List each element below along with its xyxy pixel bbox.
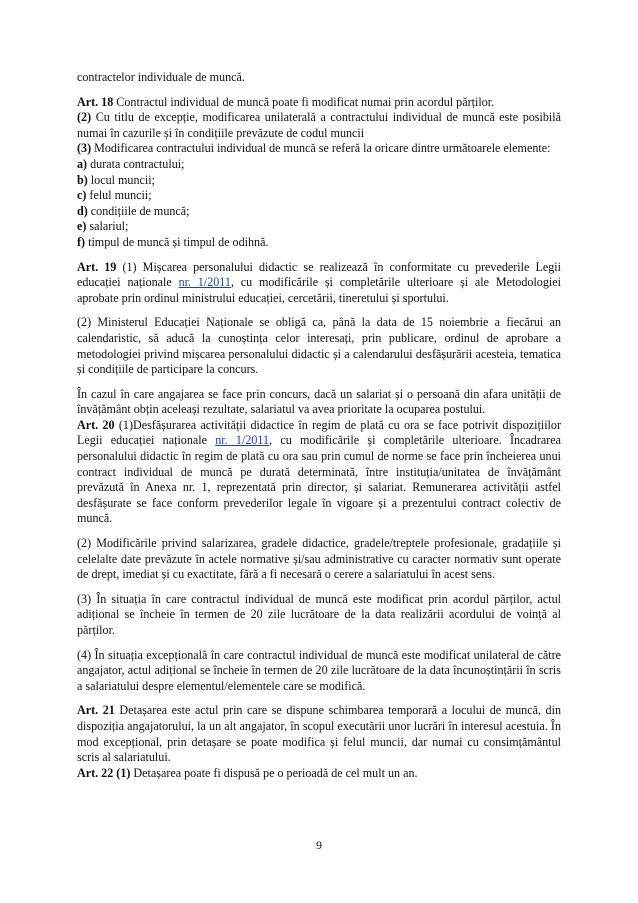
list-item-text: locul muncii;: [87, 172, 155, 187]
article-text: , cu modificările și completările ulterioare. Încadrarea personalului didactic în regim de plată cu ora sau prin cumul de norme se face prin încheierea unui contract individual de muncă pe durată determinată, între instituția/unitatea de învățământ prevăzută în Anexa nr. 1, reprezentată prin director, și salariat. Remunerarea activității astfel desfășurate se face conform prevederilor legale în vigoare și a prezentului contract colectiv de muncă.: [77, 433, 561, 526]
article-label: Art. 21: [77, 703, 115, 718]
list-item-text: salariul;: [86, 219, 129, 234]
article-18-paragraph-2: [77, 110, 561, 141]
article-label: Art. 20: [77, 417, 115, 432]
list-item: [77, 173, 561, 189]
article-18-paragraph-3: [77, 141, 561, 157]
article-19: [77, 260, 561, 307]
article-20: [77, 418, 561, 527]
article-text: Detașarea poate fi dispusă pe o perioadă de cel mult un an.: [130, 765, 418, 780]
article-label: Art. 19: [77, 259, 117, 274]
paragraph-text: Modificarea contractului individual de muncă se referă la oricare dintre următoarele elemente:: [91, 141, 551, 156]
paragraph-continuation: contractelor individuale de muncă.: [77, 70, 245, 84]
list-item-label: b): [77, 172, 88, 187]
article-label: Art. 18: [77, 94, 114, 109]
article-text: (1)Desfășurarea activității didactice în regim de plată cu ora se face potrivit dispozițiilor Legii educației naționale: [77, 417, 561, 448]
paragraph-label: (2): [77, 110, 92, 125]
list-item-text: timpul de muncă și timpul de odihnă.: [85, 234, 269, 249]
article-20-paragraph-2: (2) Modificările privind salarizarea, gradele didactice, gradele/treptele profesionale, gradațiile și celelalte date prevăzute în actele normative și/sau administrative cu caracter normativ sunt operate de drept, imediat și cu exactitate, fără a fi necesară o cerere a salariatului în acest sens.: [77, 536, 561, 582]
article-text: , cu modificările și completările ulterioare și ale Metodologiei aprobate prin ordinul ministrului educației, cercetării, tineretului și sportului.: [77, 275, 561, 305]
page-number: 9: [316, 838, 322, 852]
list-item-label: c): [77, 188, 87, 203]
article-19-paragraph-2: (2) Ministerul Educației Naționale se obligă ca, până la data de 15 noiembrie a fiecărui an calendaristic, să aducă la cunoștința celor interesați, prin publicare, ordinul de aprobare a metodologiei privind mișcarea personalului didactic și a calendarului desfășurării acesteia, tematica și condițiile de participare la concurs.: [77, 315, 561, 377]
list-item: [77, 188, 561, 204]
article-22: [77, 766, 561, 782]
list-item-text: felul muncii;: [86, 188, 152, 203]
list-item-label: f): [77, 234, 86, 249]
law-link[interactable]: nr. 1/2011: [178, 275, 231, 290]
list-item: [77, 204, 561, 220]
list-item-label: e): [77, 219, 87, 234]
list-item: [77, 157, 561, 173]
page-body: [77, 70, 561, 781]
article-20-paragraph-3: (3) În situația în care contractul individual de muncă este modificat prin acordul părților, actul adițional se încheie în termen de 20 zile lucrătoare de la data realizării acordului de voință al părților.: [77, 591, 561, 637]
law-link[interactable]: nr. 1/2011: [215, 433, 270, 448]
article-text: Contractul individual de muncă poate fi modificat numai prin acordul părților.: [113, 94, 495, 109]
article-label: Art. 22 (1): [77, 765, 131, 780]
article-20-paragraph-4: (4) În situația excepțională în care contractul individual de muncă este modificat unilateral de către angajator, actul adițional se încheie în termen de 20 zile lucrătoare de la data încunoștințării în scris a salariatului despre elementul/elementele care se modifică.: [77, 647, 561, 693]
list-item-text: condițiile de muncă;: [87, 203, 190, 218]
list-item-label: d): [77, 203, 88, 218]
article-text: (1) Mișcarea personalului didactic se realizează în conformitate cu prevederile Legii educației naționale: [77, 259, 561, 290]
article-18: [77, 95, 561, 111]
paragraph-label: (3): [77, 141, 92, 156]
list-item: [77, 219, 561, 235]
paragraph-concurs: În cazul în care angajarea se face prin concurs, dacă un salariat și o persoană din afara unității de învățământ obțin aceleași rezultate, salariatul va avea prioritate la ocuparea postului.: [77, 386, 561, 417]
list-item-label: a): [77, 156, 88, 171]
article-text: Detașarea este actul prin care se dispune schimbarea temporară a locului de muncă, din dispoziția angajatorului, la un alt angajator, în scopul executării unor lucrări în interesul acestuia. În mod excepțional, prin detașare se poate modifica și felul muncii, dar numai cu consimțământul scris al salariatului.: [77, 703, 561, 765]
paragraph-text: Cu titlu de excepție, modificarea unilaterală a contractului individual de muncă este posibilă numai în cazurile și în condițiile prevăzute de codul muncii: [77, 110, 561, 140]
list-item: [77, 235, 561, 251]
article-21: [77, 703, 561, 765]
list-item-text: durata contractului;: [87, 156, 185, 171]
